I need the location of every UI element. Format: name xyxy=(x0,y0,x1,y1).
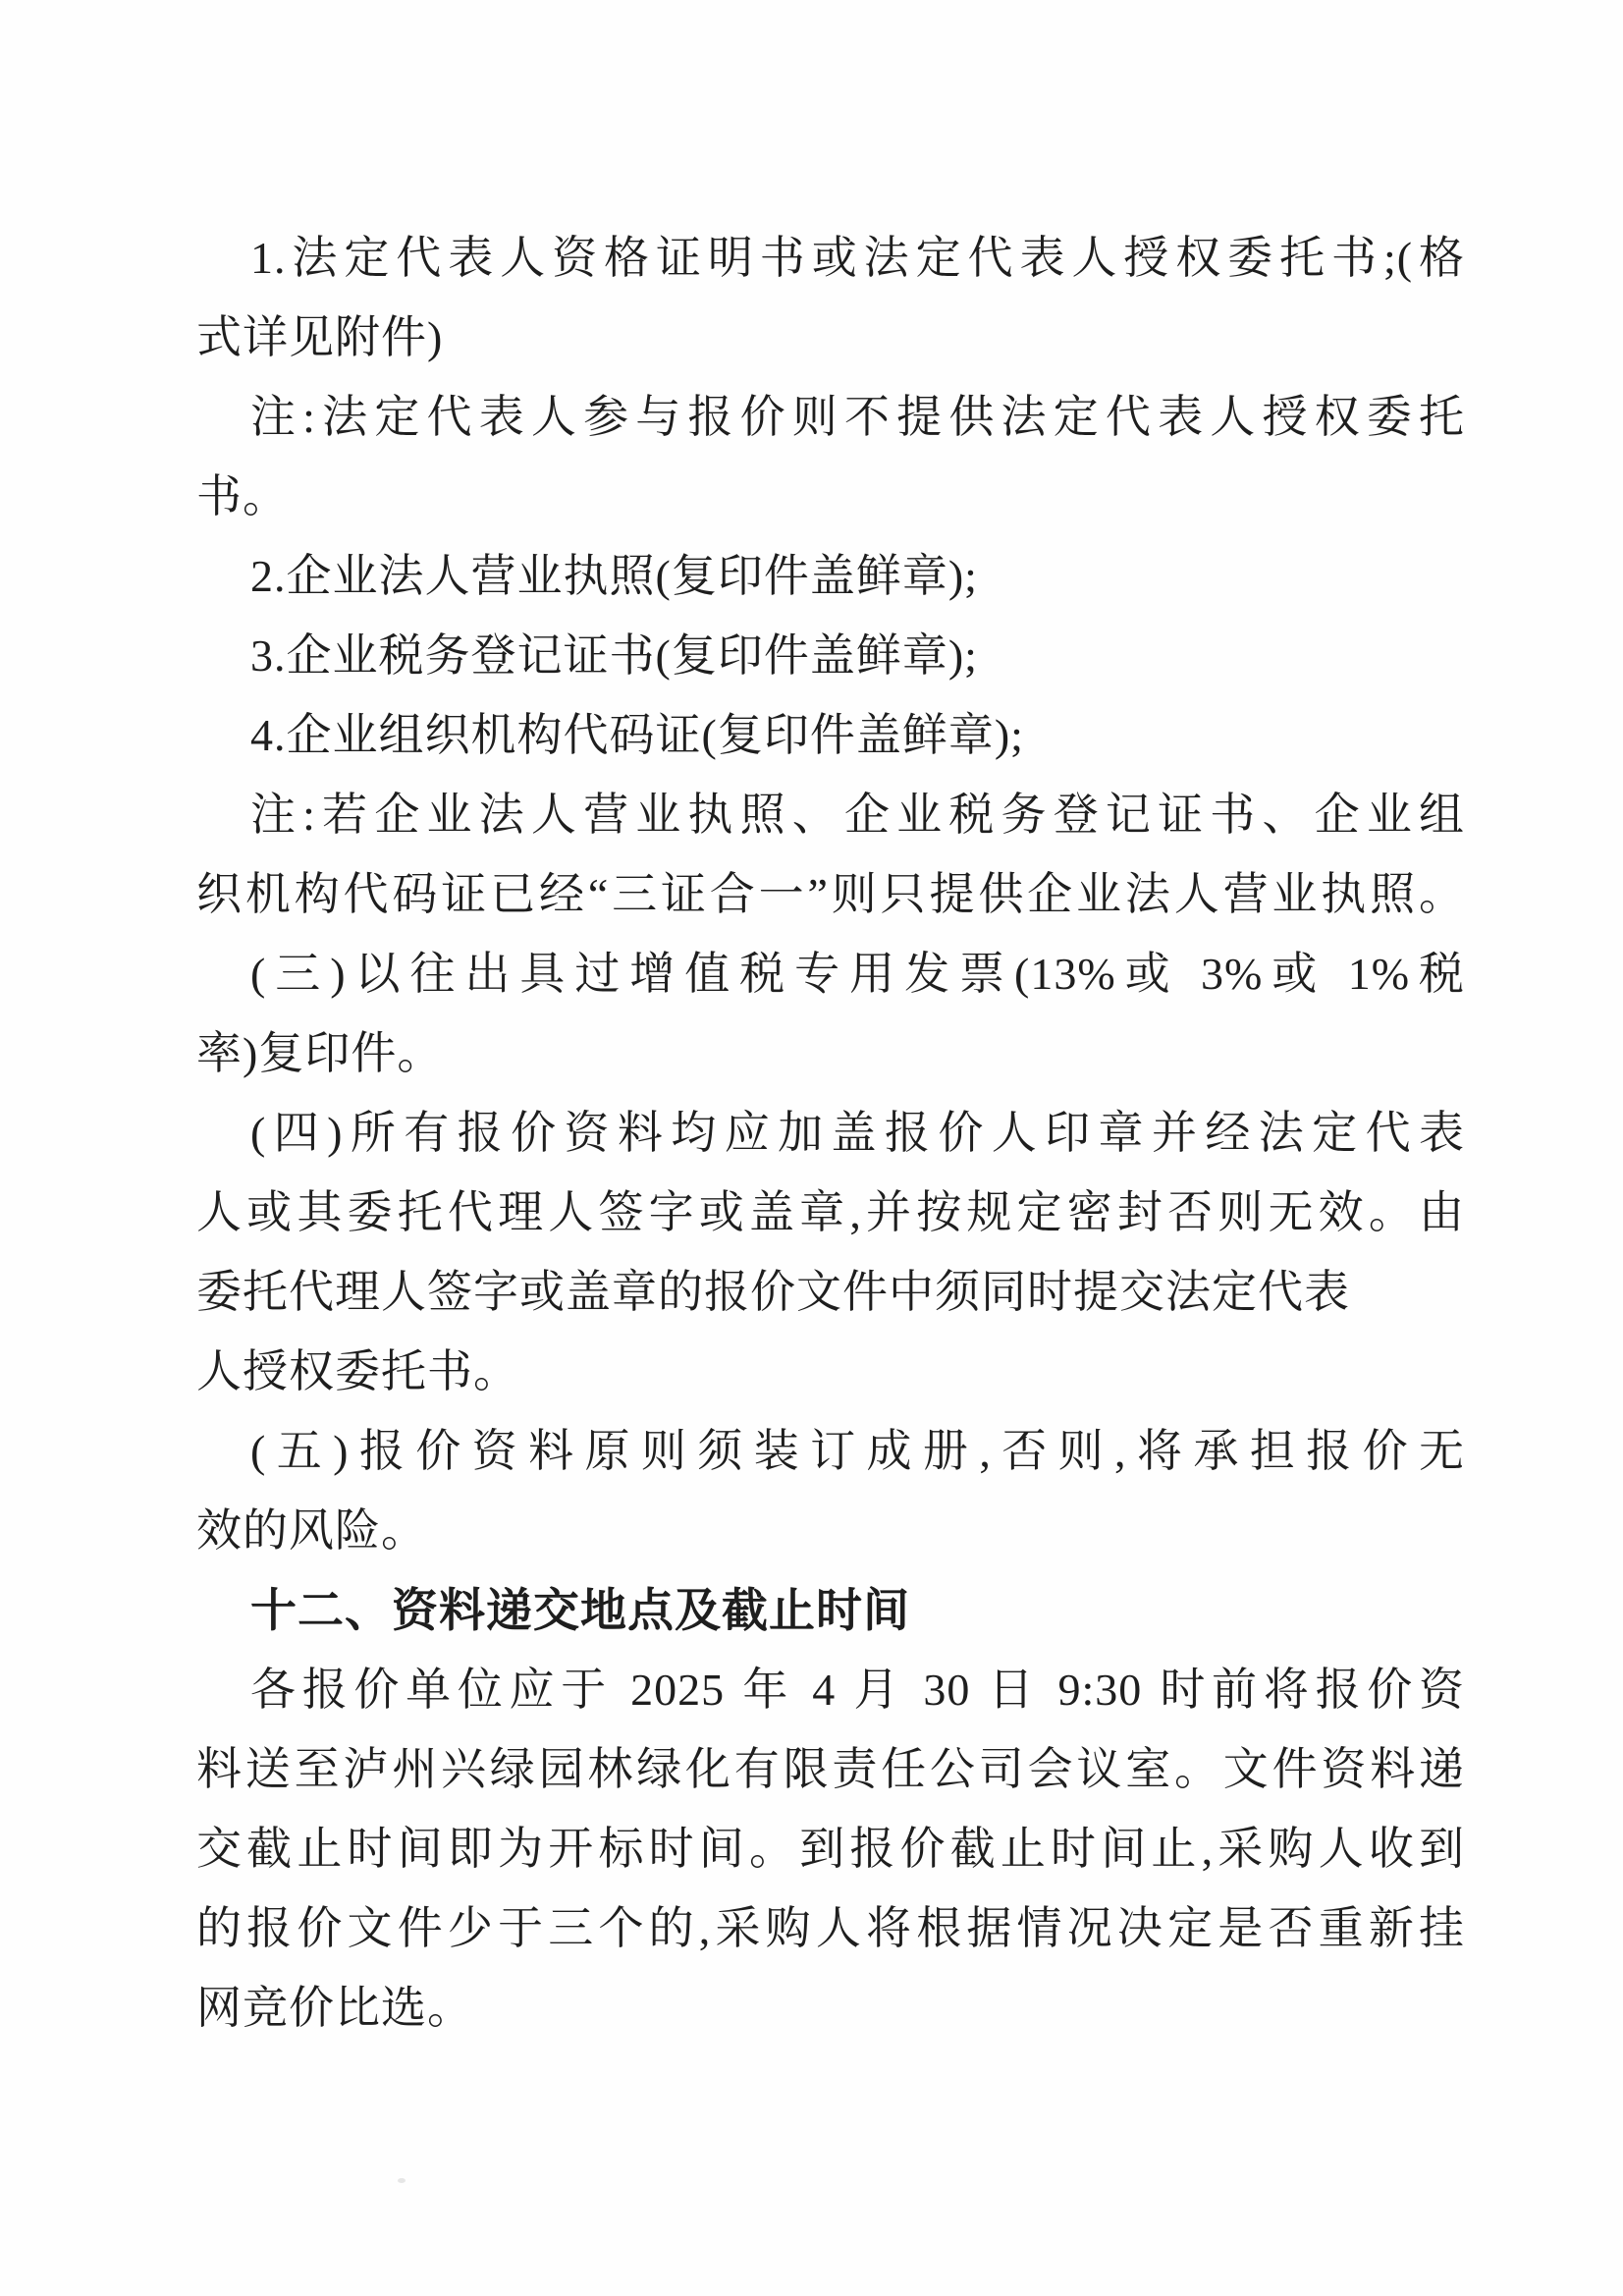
text-line: 效的风险。 xyxy=(196,1505,427,1556)
text-line: 委托代理人签字或盖章的报价文件中须同时提交法定代表 xyxy=(196,1267,1350,1317)
text-line: 注:若企业法人营业执照、企业税务登记证书、企业组 xyxy=(250,790,1465,840)
text-line: 4.企业组织机构代码证(复印件盖鲜章); xyxy=(250,710,1024,760)
document-body xyxy=(196,218,1465,2048)
text-line: 各报价单位应于 2025 年 4 月 30 日 9:30 时前将报价资 xyxy=(250,1665,1465,1715)
text-line: 书。 xyxy=(196,471,289,521)
text-line: 率)复印件。 xyxy=(196,1028,444,1078)
text-line: 料送至泸州兴绿园林绿化有限责任公司会议室。文件资料递 xyxy=(196,1744,1465,1794)
text-line: 人或其委托代理人签字或盖章,并按规定密封否则无效。由 xyxy=(196,1187,1465,1237)
text-line: 3.企业税务登记证书(复印件盖鲜章); xyxy=(250,630,978,681)
text-line: (四)所有报价资料均应加盖报价人印章并经法定代表 xyxy=(250,1108,1465,1158)
section-heading: 十二、资料递交地点及截止时间 xyxy=(250,1584,910,1636)
text-line: 注:法定代表人参与报价则不提供法定代表人授权委托 xyxy=(250,392,1465,442)
text-line: 2.企业法人营业执照(复印件盖鲜章); xyxy=(250,551,978,601)
scan-speck xyxy=(398,2178,406,2183)
text-line: 的报价文件少于三个的,采购人将根据情况决定是否重新挂 xyxy=(196,1903,1465,1953)
text-line: 人授权委托书。 xyxy=(196,1346,519,1396)
text-line: 式详见附件) xyxy=(196,312,444,362)
text-line: (三)以往出具过增值税专用发票(13%或 3%或 1%税 xyxy=(250,949,1465,999)
text-line: 织机构代码证已经“三证合一”则只提供企业法人营业执照。 xyxy=(196,869,1465,919)
text-line: 交截止时间即为开标时间。到报价截止时间止,采购人收到 xyxy=(196,1824,1465,1874)
text-line: (五)报价资料原则须装订成册,否则,将承担报价无 xyxy=(250,1426,1465,1476)
text-line: 网竞价比选。 xyxy=(196,1983,473,2033)
text-line: 1.法定代表人资格证明书或法定代表人授权委托书;(格 xyxy=(250,233,1465,283)
